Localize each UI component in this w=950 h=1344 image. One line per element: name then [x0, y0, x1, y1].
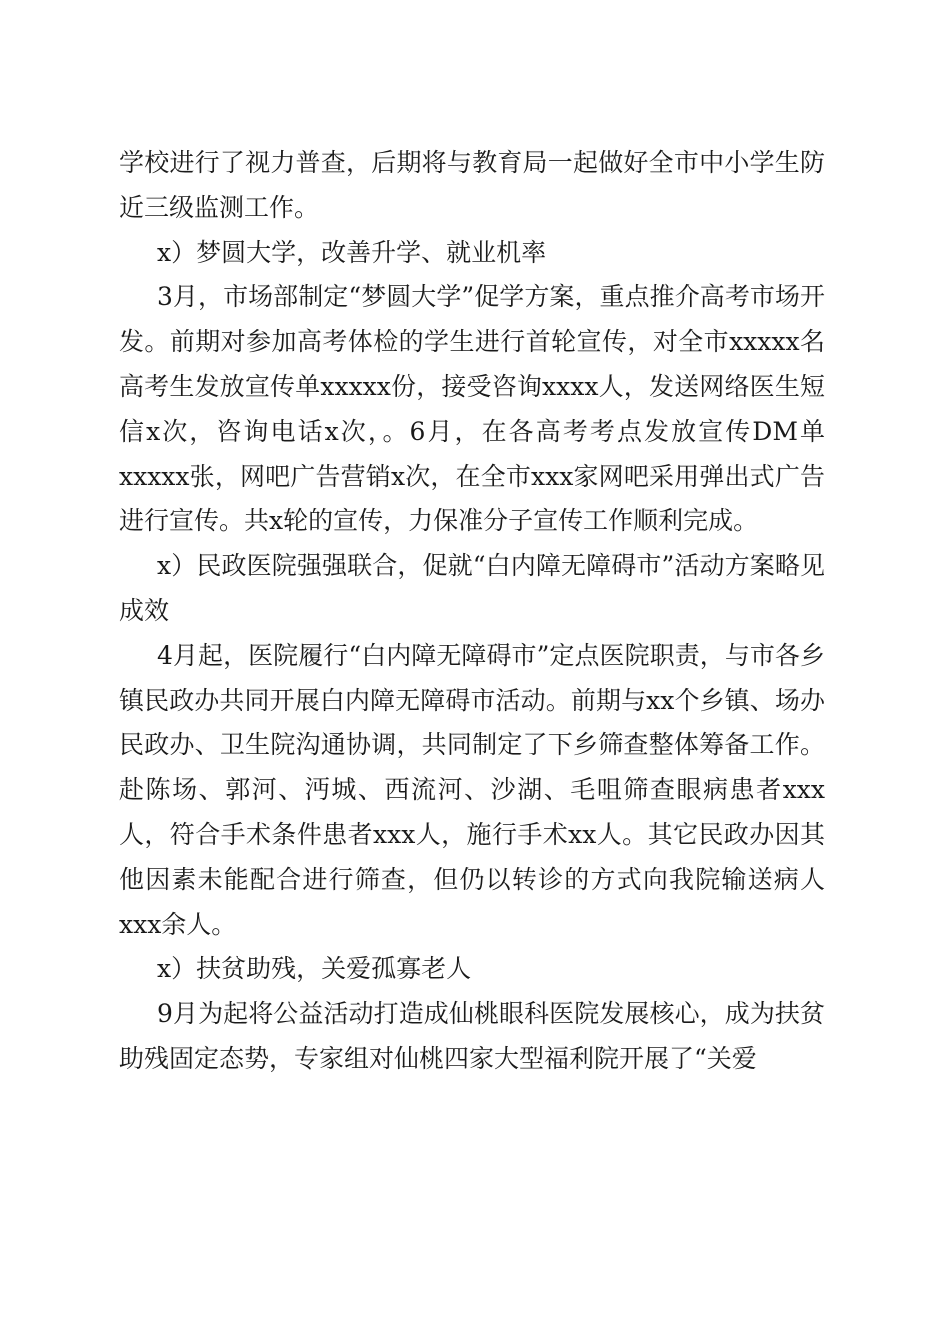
section-heading-civil-affairs: x）民政医院强强联合，促就“白内障无障碍市”活动方案略见成效: [119, 551, 825, 625]
paragraph-public-welfare: 9月为起将公益活动打造成仙桃眼科医院发展核心，成为扶贫助残固定态势，专家组对仙桃四家大型福利院开展了“关爱: [119, 999, 825, 1073]
section-heading-dream-university: x）梦圆大学，改善升学、就业机率: [157, 237, 547, 267]
paragraph-continued: 学校进行了视力普查，后期将与教育局一起做好全市中小学生防近三级监测工作。: [119, 148, 825, 222]
section-heading-poverty-relief: x）扶贫助残，关爱孤寡老人: [157, 954, 472, 984]
paragraph-cataract-activity: 4月起，医院履行“白内障无障碍市”定点医院职责，与市各乡镇民政办共同开展白内障无障碍市活动。前期与xx个乡镇、场办民政办、卫生院沟通协调，共同制定了下乡筛查整体筹备工作。赴陈场、郭河、沔城、西流河、沙湖、毛咀筛查眼病患者xxx人，符合手术条件患者xxx人，施行手术xx人。其它民政办因其他因素未能配合进行筛查，但仍以转诊的方式向我院输送病人xxx余人。: [119, 640, 825, 939]
paragraph-dream-university: 3月，市场部制定“梦圆大学”促学方案，重点推介高考市场开发。前期对参加高考体检的学生进行首轮宣传，对全市xxxxx名高考生发放宣传单xxxxx份，接受咨询xxxx人，发送网络医生短信x次，咨询电话x次，。6月，在各高考考点发放宣传DM单xxxxx张，网吧广告营销x次，在全市xxx家网吧采用弹出式广告进行宣传。共x轮的宣传，力保准分子宣传工作顺利完成。: [119, 282, 825, 536]
document-body: [119, 141, 825, 1082]
